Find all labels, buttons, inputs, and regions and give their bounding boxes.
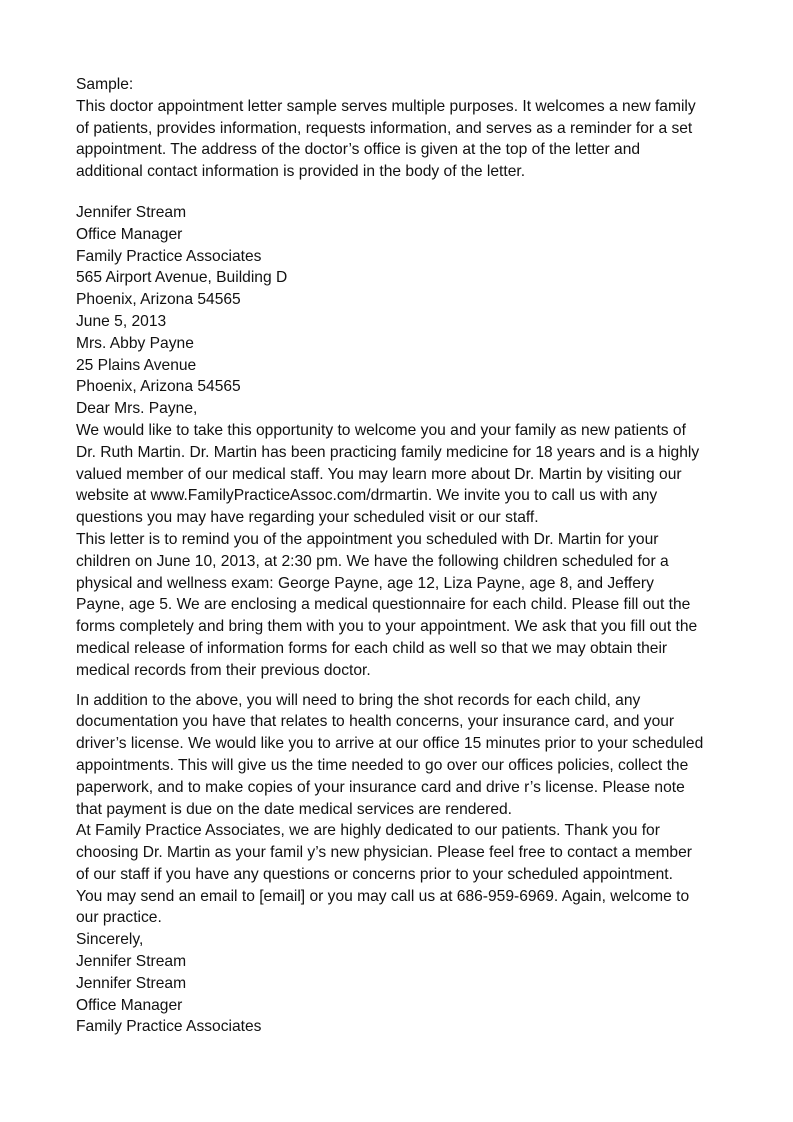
recipient-name: Mrs. Abby Payne: [76, 334, 194, 352]
sender-street: 565 Airport Avenue, Building D: [76, 269, 288, 287]
body-paragraph-1: We would like to take this opportunity to welcome you and your family as new patients of Dr. Ruth Martin. Dr. Martin has been practicing family medicine for 18 years and is a highly valued member of our medical staff. You may learn more about Dr. Martin by visiting our website at www.FamilyPracticeAssoc.com/drmartin. We invite you to call us with any questions you may have regarding your scheduled visit or our staff.: [76, 421, 700, 527]
spacer: [76, 682, 756, 690]
sender-address: [76, 202, 756, 311]
sample-heading: Sample:: [76, 76, 134, 93]
recipient-street: 25 Plains Avenue: [76, 356, 197, 374]
signature-company: Family Practice Associates: [76, 1018, 262, 1036]
body-paragraph-3: In addition to the above, you will need to bring the shot records for each child, any documentation you have that relates to health concerns, your insurance card, and your driver’s license. We would like you to arrive at our office 15 minutes prior to your scheduled appointments. This will give us the time needed to go over our offices policies, collect the paperwork, and to make copies of your insurance card and drive r’s license. Please note that payment is due on the date medical services are rendered.: [76, 691, 704, 818]
recipient-city: Phoenix, Arizona 54565: [76, 378, 241, 396]
signature-name: Jennifer Stream: [76, 974, 187, 992]
sender-city: Phoenix, Arizona 54565: [76, 291, 241, 309]
letter-page: [76, 74, 756, 1038]
spacer: [76, 183, 756, 202]
sender-title: Office Manager: [76, 225, 183, 243]
sender-name: Jennifer Stream: [76, 203, 187, 221]
signed-name: Jennifer Stream: [76, 953, 187, 971]
closing: Sincerely,: [76, 931, 144, 949]
salutation: Dear Mrs. Payne,: [76, 400, 198, 418]
sender-company: Family Practice Associates: [76, 247, 262, 265]
body-paragraph-2: This letter is to remind you of the appointment you scheduled with Dr. Martin for your children on June 10, 2013, at 2:30 pm. We have the following children scheduled for a physical and wellness exam: George Payne, age 12, Liza Payne, age 8, and Jeffery Payne, age 5. We are enclosing a medical questionnaire for each child. Please fill out the forms completely and bring them with you to your appointment. We ask that you fill out the medical release of information forms for each child as well so that we may obtain their medical records from their previous doctor.: [76, 530, 698, 679]
letter-date: June 5, 2013: [76, 312, 167, 330]
intro-paragraph: This doctor appointment letter sample serves multiple purposes. It welcomes a new family of patients, provides information, requests information, and serves as a reminder for a set appointment. The address of the doctor’s office is given at the top of the letter and additional contact information is provided in the body of the letter.: [76, 97, 696, 181]
body-paragraph-4: At Family Practice Associates, we are highly dedicated to our patients. Thank you for choosing Dr. Martin as your famil y’s new physician. Please feel free to contact a member of our staff if you have any questions or concerns prior to your scheduled appointment. You may send an email to [email] or you may call us at 686-959-6969. Again, welcome to our practice.: [76, 822, 692, 927]
recipient-address: [76, 333, 756, 398]
signature-block: [76, 951, 756, 1038]
signature-title: Office Manager: [76, 996, 183, 1014]
